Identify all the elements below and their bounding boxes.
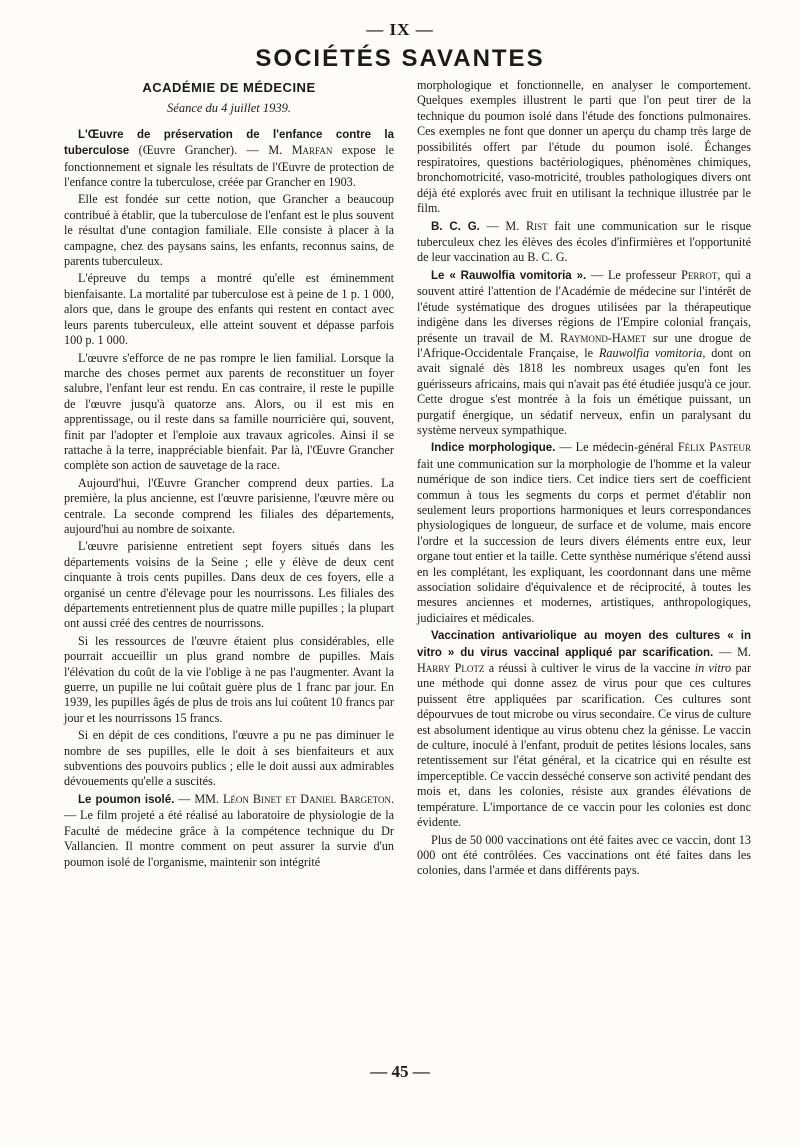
article-oeuvre-p4: L'œuvre s'efforce de ne pas rompre le lien familial. Lorsque la marche des choses permet aux parents de reconstituer un foyer salubre, l'enfant leur est rendu. En cas contraire, il reste le pupille de l'œuvre jusqu'à quatorze ans. Alors, ou il est mis en apprentissage, ou il reste dans sa famille nourricière qui, souvent, finit par l'adopter et l'emploie aux travaux agricoles. Ainsi il se rattache à la terre, inappréciable bienfait. Par là, l'Œuvre Grancher complète son action de sauvetage de la race.	[64, 350, 394, 473]
article-oeuvre-p2: Elle est fondée sur cette notion, que Grancher a beaucoup contribué à établir, que la tuberculose de l'enfant est le plus souvent le résultat d'une contagion familiale. Elle consiste à placer à la campagne, chez des paysans sains, les enfants, reconnus sains, de parents tuberculeux.	[64, 192, 394, 269]
article-rauwolfia-text-2: sur une drogue de l'Afrique-Occidentale Française, le	[417, 330, 751, 360]
article-oeuvre-p5: Aujourd'hui, l'Œuvre Grancher comprend deux parties. La première, la plus ancienne, est l'œuvre parisienne, l'œuvre mère ou centrale. La seconde comprend les filiales des départements, aujourd'hui au nombre de soixante.	[64, 475, 394, 536]
article-vaccination-author: Harry Plotz	[417, 661, 485, 676]
article-bcg-rubric: B. C. G.	[431, 220, 480, 233]
article-bcg	[417, 219, 751, 266]
article-vaccination-italic: in vitro	[694, 661, 732, 676]
article-bcg-author: Rist	[526, 218, 548, 233]
article-oeuvre-p6: L'œuvre parisienne entretient sept foyers situés dans les départements voisins de la Seine ; elle y élève de deux cent cinquante à trois cents pupilles. Dans deux de ces foyers, elle a organisé un centre d'élevage pour les nourrissons. Les filiales des départements entretiennent plus de quatre mille pupilles ; la plupart ont aussi créé des centres de nourrissons.	[64, 539, 394, 631]
article-rauwolfia-text-3: , dont on avait signalé dès 1818 les nombreux usages qu'en font les guérisseurs africains, mais qui n'avait pas été étudiée jusqu'à ce jour. Cette drogue s'est montrée à la fois un émétique puissant, un purgatif énergique, un sédatif nerveux, enfin un paralysant du système nerveux sympathique.	[417, 345, 752, 437]
article-poumon-p1	[64, 792, 394, 870]
article-indice	[417, 440, 751, 626]
article-poumon-continued: morphologique et fonctionnelle, en analyser le comportement. Quelques exemples illustrent le parti que l'on peut tirer de la technique du poumon isolé dans l'étude des fonctions pulmonaires. Ces exemples ne font que donner un aperçu du champ très large de possibilités offert par l'étude du poumon isolé. Échanges respiratoires, questions bactériologiques, phénomènes chimiques, bronchomotricité, vaso-motricité, troubles pathologiques divers ont déjà été explorés avec fruit en utilisant la technique illustrée par le film.	[417, 78, 751, 216]
article-vaccination-rubric: Vaccination antivariolique au moyen des cultures « in vitro » du virus vaccinal appliqué par scarification.	[417, 630, 751, 659]
article-poumon-authors: Léon Binet et Daniel Bargeton	[222, 791, 391, 806]
article-indice-text: fait une communication sur la morphologie de l'homme et la valeur numérique de son indice tiers. Cet indice tiers sert de coefficient commun à tous les segments du corps et permet d'établir non seulement leurs proportions harmoniques et leurs correspondances physiologiques de longueur, de surface et de volume, mais encore l'ordre et la succession de leurs divers éléments entre eux, leur organe tout entier et la taille. Cette synthèse numérique s'étend aussi en les complétant, les expliquant, les coordonnant dans une même association solidaire d'équivalence et de réciprocité, à toutes les mesures anciennes et modernes, artistiques, anthropologiques, judiciaires et médicales.	[417, 456, 751, 625]
article-oeuvre-p8: Si en dépit de ces conditions, l'œuvre a pu ne pas diminuer le nombre de ses pupilles, elle le doit à ses bienfaiteurs et aux subventions des pouvoirs publics ; elle le doit aussi aux admirables dévouements qu'elle a suscités.	[64, 728, 394, 789]
article-bcg-text: fait une communication sur le risque tuberculeux chez les élèves des écoles d'infirmières et l'opportunité de leur vaccination au B. C. G.	[417, 218, 751, 265]
page-number: — 45 —	[370, 1062, 430, 1081]
article-poumon-rubric: Le poumon isolé.	[78, 793, 175, 806]
article-indice-lead: — Le médecin-général	[555, 440, 678, 455]
section-title: SOCIÉTÉS SAVANTES	[255, 45, 545, 72]
article-vaccination-lead: — M.	[713, 644, 751, 659]
left-column	[64, 78, 394, 872]
article-bcg-lead: — M.	[479, 218, 527, 233]
academy-title: ACADÉMIE DE MÉDECINE	[142, 80, 316, 95]
article-rauwolfia-species: Rauwolfia vomitoria	[598, 345, 703, 360]
article-oeuvre-p3: L'épreuve du temps a montré qu'elle est éminemment bienfaisante. La mortalité par tuberculose est à peine de 1 p. 1 000, alors que, dans le groupe des enfants qui restent en contact avec leurs parents tuberculeux, elle atteint souvent et dépasse parfois 100 p. 1 000.	[64, 271, 394, 348]
article-poumon-lead: — MM.	[174, 791, 223, 806]
article-vaccination-p1	[417, 628, 751, 830]
article-oeuvre-lead: (Œuvre Grancher). — M.	[129, 143, 292, 158]
article-indice-rubric: Indice morphologique.	[431, 442, 556, 455]
article-rauwolfia	[417, 268, 751, 438]
article-oeuvre-p7: Si les ressources de l'œuvre étaient plus considérables, elle pourrait accueillir un plus grand nombre de pupilles. Mais l'élévation du coût de la vie l'oblige à ne pas l'augmenter. Avant la guerre, un pupille ne lui coûtait guère plus de 1 franc par jour. En 1939, les pupilles âgés de plus de trois ans lui coûtent 10 francs par jour et les nourrissons 15 francs.	[64, 633, 394, 725]
article-rauwolfia-rubric: Le « Rauwolfia vomitoria ».	[431, 269, 587, 282]
article-vaccination-text-1: a réussi à cultiver le virus de la vaccine	[484, 661, 695, 676]
article-indice-author: Félix Pasteur	[677, 440, 751, 455]
article-vaccination-p2: Plus de 50 000 vaccinations ont été faites avec ce vaccin, dont 13 000 ont été contrôlées. Ces vaccinations ont été faites dans les colonies, dans l'armée et dans différents pays.	[417, 832, 751, 878]
session-date: Séance du 4 juillet 1939.	[167, 101, 291, 116]
article-rauwolfia-text-1: , qui a souvent attiré l'attention de l'Académie de médecine sur l'intérêt de l'étude systématique des drogues utilisées par la thérapeutique indigène dans les diverses régions de l'Empire colonial français, présente un travail de M.	[417, 267, 751, 345]
article-vaccination-text-2: par une méthode qui donne assez de virus pour que ces cultures puissent être appliquées par scarification. Ces cultures sont dépourvues de tout microbe ou virus secondaire. Ce virus de culture est absolument identique au virus obtenu chez la génisse. Le vaccin de culture, inoculé à l'enfant, produit de petites lésions locales, sans retentissement sur l'état général, et la cicatrice qui en résulte est imperceptible. Ce vaccin desséché conserve son activité pendant des mois et, dans les colonies, résiste aux grandes élévations de température. L'importance de ce vaccin pour les colonies est donc évidente.	[417, 661, 752, 830]
article-oeuvre-rubric: L'Œuvre de préservation de l'enfance contre la tuberculose	[64, 128, 394, 158]
roman-page-number: — IX —	[366, 20, 434, 39]
article-oeuvre-p1-text: expose le fonctionnement et signale les résultats de l'Œuvre de protection de l'enfance contre la tuberculose, créée par Grancher en 1903.	[64, 143, 395, 190]
article-oeuvre-author: Marfan	[291, 143, 333, 158]
article-poumon-text: . — Le film projeté a été réalisé au laboratoire de physiologie de la Faculté de médecine grâce à la compétence technique du Dr Vallancien. Il montre comment on peut assurer la survie d'un poumon isolé de l'organisme, maintenir son intégrité	[64, 791, 395, 869]
article-rauwolfia-author2: Raymond-Hamet	[560, 330, 647, 345]
article-rauwolfia-lead: — Le professeur	[586, 267, 682, 282]
article-oeuvre-p1	[64, 127, 394, 191]
article-rauwolfia-author: Perrot	[681, 267, 718, 282]
right-column	[417, 78, 751, 881]
